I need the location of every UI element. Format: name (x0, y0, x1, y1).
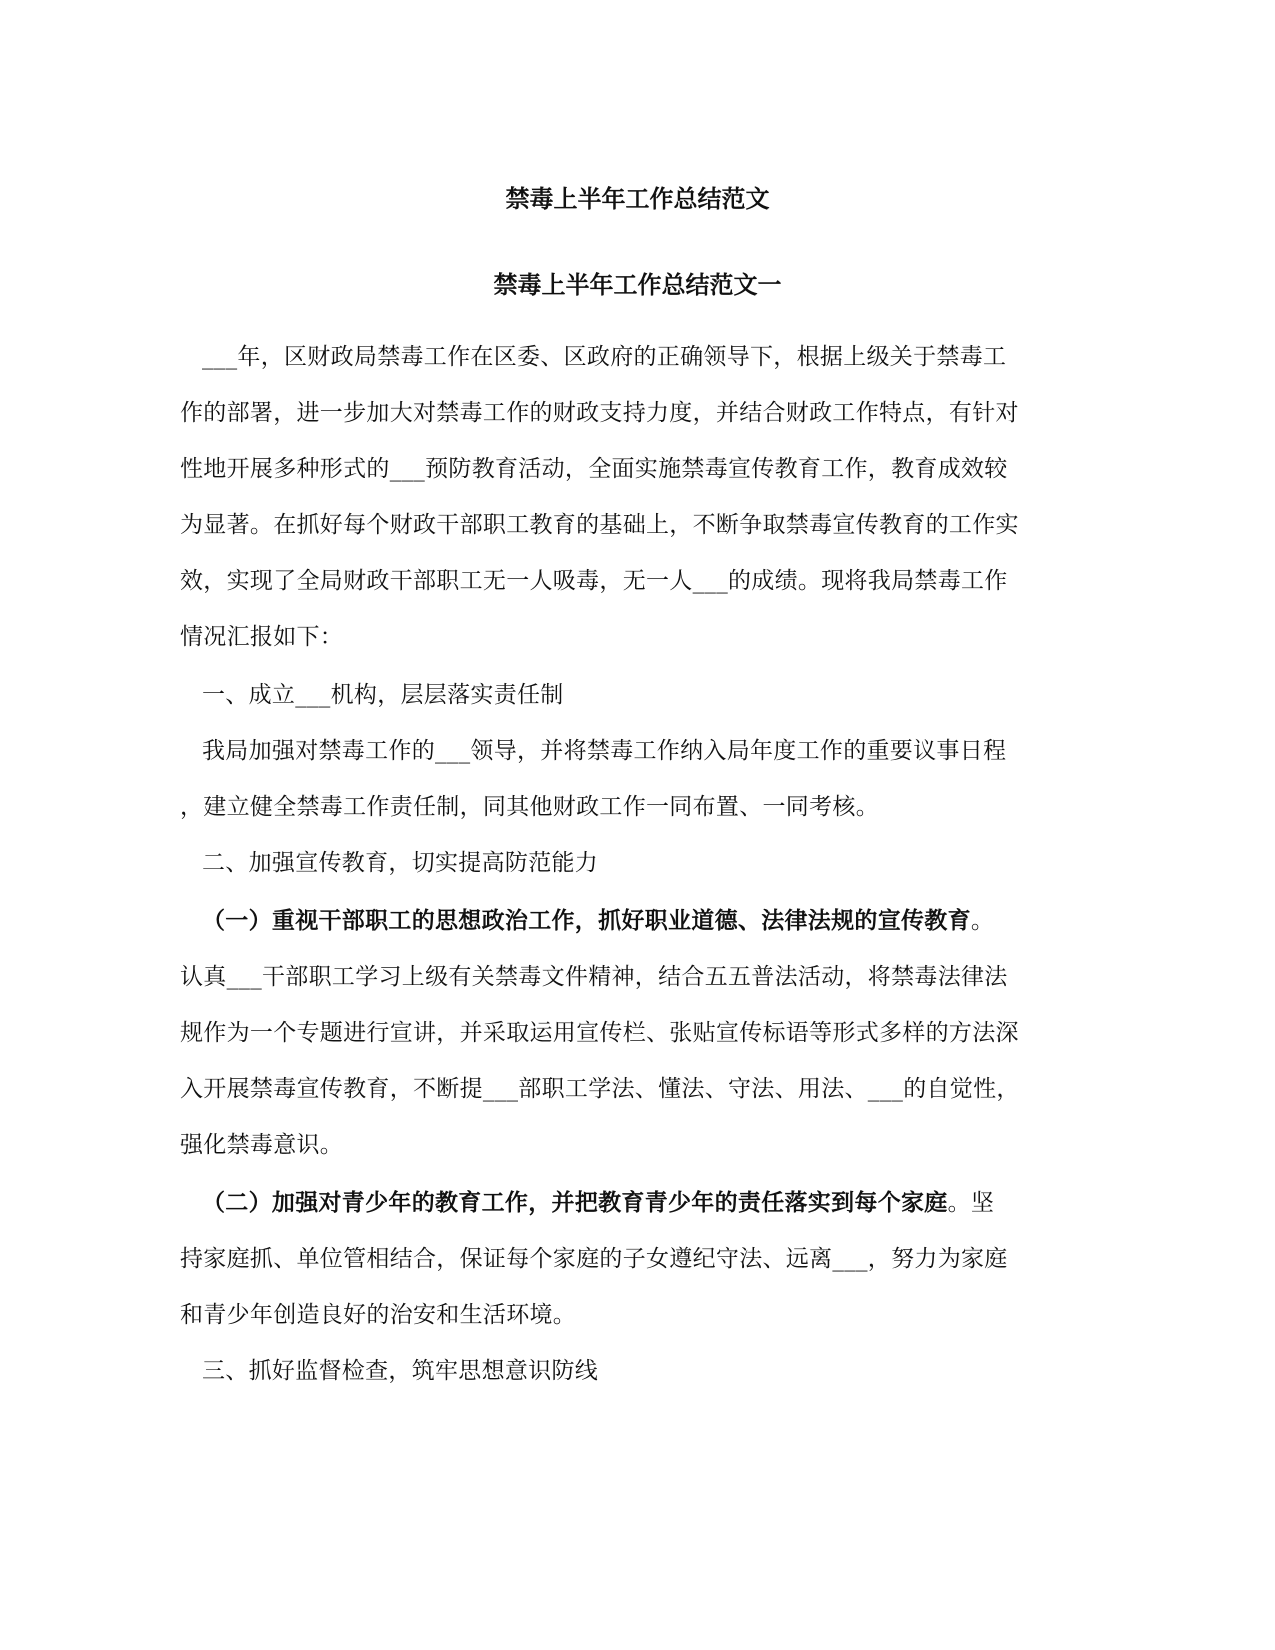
document-title: 禁毒上半年工作总结范文 (505, 184, 770, 213)
subsection-heading-2 (202, 1188, 994, 1218)
paragraph-line: 为显著。在抓好每个财政干部职工教育的基础上，不断争取禁毒宣传教育的工作实 (180, 512, 1019, 538)
paragraph-line: 强化禁毒意识。 (180, 1132, 344, 1158)
paragraph-line: ___年，区财政局禁毒工作在区委、区政府的正确领导下，根据上级关于禁毒工 (202, 344, 1007, 370)
paragraph-line: 规作为一个专题进行宣讲，并采取运用宣传栏、张贴宣传标语等形式多样的方法深 (180, 1020, 1019, 1046)
paragraph-line: 效，实现了全局财政干部职工无一人吸毒，无一人___的成绩。现将我局禁毒工作 (180, 568, 1008, 594)
subsection-heading-2-text: （二）加强对青少年的教育工作，并把教育青少年的责任落实到每个家庭 (202, 1189, 948, 1216)
paragraph-line: 持家庭抓、单位管相结合，保证每个家庭的子女遵纪守法、远离___，努力为家庭 (180, 1246, 1008, 1272)
paragraph-line: 情况汇报如下： (180, 624, 344, 650)
paragraph-line: 和青少年创造良好的治安和生活环境。 (180, 1302, 577, 1328)
document-subtitle: 禁毒上半年工作总结范文一 (493, 270, 782, 299)
section-heading-2: 二、加强宣传教育，切实提高防范能力 (202, 850, 599, 876)
section-heading-1: 一、成立___机构，层层落实责任制 (202, 682, 564, 708)
paragraph-line: 性地开展多种形式的___预防教育活动，全面实施禁毒宣传教育工作，教育成效较 (180, 456, 1008, 482)
paragraph-line: 作的部署，进一步加大对禁毒工作的财政支持力度，并结合财政工作特点，有针对 (180, 400, 1019, 426)
paragraph-line: 认真___干部职工学习上级有关禁毒文件精神，结合五五普法活动，将禁毒法律法 (180, 964, 1008, 990)
subsection-heading-1-tail: 。 (970, 908, 995, 934)
subsection-heading-2-tail: 。坚 (947, 1190, 995, 1216)
subsection-heading-1 (202, 906, 994, 936)
paragraph-line: 入开展禁毒宣传教育，不断提___部职工学法、懂法、守法、用法、___的自觉性， (180, 1076, 1020, 1102)
subsection-heading-1-text: （一）重视干部职工的思想政治工作，抓好职业道德、法律法规的宣传教育 (202, 907, 971, 934)
paragraph-line: ，建立健全禁毒工作责任制，同其他财政工作一同布置、一同考核。 (180, 794, 879, 820)
section-heading-3: 三、抓好监督检查，筑牢思想意识防线 (202, 1358, 599, 1384)
paragraph-line: 我局加强对禁毒工作的___领导，并将禁毒工作纳入局年度工作的重要议事日程 (202, 738, 1007, 764)
